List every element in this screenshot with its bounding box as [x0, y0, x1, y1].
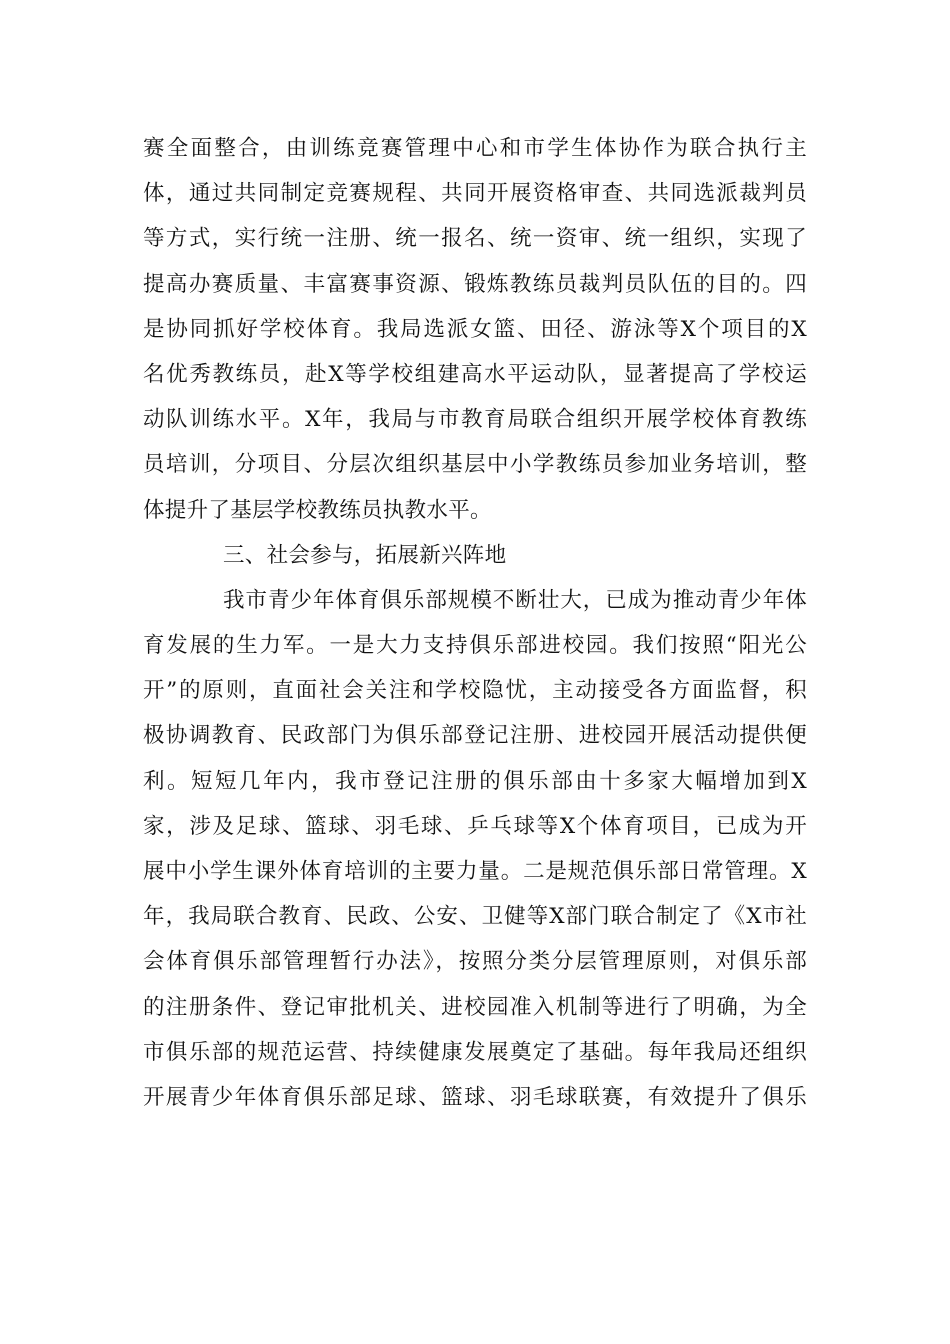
- text-line: 市俱乐部的规范运营、持续健康发展奠定了基础。每年我局还组织: [143, 1039, 807, 1065]
- text-line: 家，涉及足球、篮球、羽毛球、乒乓球等X个体育项目，已成为开: [143, 813, 807, 839]
- text-line: 名优秀教练员，赴X等学校组建高水平运动队，显著提高了学校运: [143, 361, 807, 387]
- text-line: 会体育俱乐部管理暂行办法》，按照分类分层管理原则，对俱乐部: [143, 949, 807, 975]
- text-line: 动队训练水平。X年，我局与市教育局联合组织开展学校体育教练: [143, 407, 807, 433]
- text-line: 育发展的生力军。一是大力支持俱乐部进校园。我们按照“阳光公: [143, 633, 807, 659]
- paragraph-first-line: 我市青少年体育俱乐部规模不断壮大，已成为推动青少年体: [223, 587, 807, 613]
- section-heading: 三、社会参与，拓展新兴阵地: [223, 542, 507, 568]
- text-line: 体，通过共同制定竞赛规程、共同开展资格审查、共同选派裁判员: [143, 181, 807, 207]
- text-line: 极协调教育、民政部门为俱乐部登记注册、进校园开展活动提供便: [143, 723, 807, 749]
- paragraph-end-line: 体提升了基层学校教练员执教水平。: [143, 497, 492, 523]
- text-line: 开展青少年体育俱乐部足球、篮球、羽毛球联赛，有效提升了俱乐: [143, 1084, 807, 1110]
- body-text: [143, 126, 807, 1120]
- text-line: 展中小学生课外体育培训的主要力量。二是规范俱乐部日常管理。X: [143, 859, 807, 884]
- text-line: 赛全面整合，由训练竞赛管理中心和市学生体协作为联合执行主: [143, 136, 807, 161]
- text-line: 的注册条件、登记审批机关、进校园准入机制等进行了明确，为全: [143, 994, 807, 1020]
- text-line: 开”的原则，直面社会关注和学校隐忧，主动接受各方面监督，积: [143, 678, 807, 704]
- text-line: 提高办赛质量、丰富赛事资源、锻炼教练员裁判员队伍的目的。四: [143, 271, 807, 297]
- text-line: 员培训，分项目、分层次组织基层中小学教练员参加业务培训，整: [143, 452, 807, 478]
- text-line: 是协同抓好学校体育。我局选派女篮、田径、游泳等X个项目的X: [143, 316, 807, 342]
- text-line: 等方式，实行统一注册、统一报名、统一资审、统一组织，实现了: [143, 226, 807, 252]
- text-line: 年，我局联合教育、民政、公安、卫健等X部门联合制定了《X市社: [143, 904, 807, 930]
- text-line: 利。短短几年内，我市登记注册的俱乐部由十多家大幅增加到X: [143, 768, 807, 794]
